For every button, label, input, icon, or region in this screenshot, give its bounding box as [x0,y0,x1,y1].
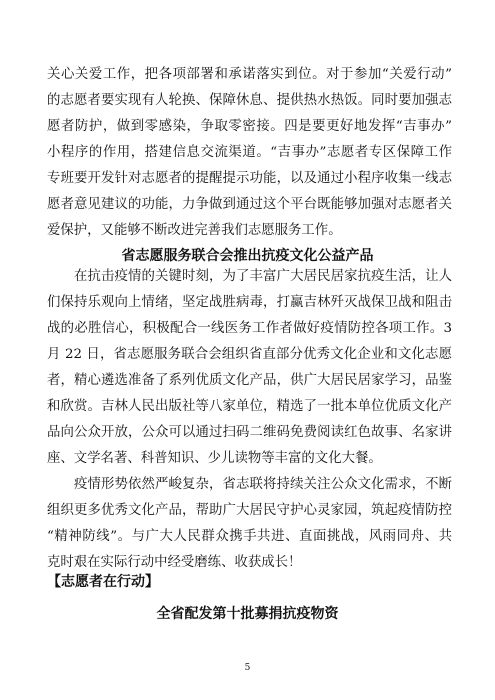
paragraph-2 [47,264,452,472]
paragraph-line: 愿者意见建议的功能，力争做到通过这个平台既能够加强对志愿者关 [47,197,452,212]
paragraph-line: 和欣赏。吉林人民出版社等八家单位，精选了一批本单位优质文化产 [47,399,452,414]
paragraph-line: 座、文学名著、科普知识、少儿读物等丰富的文化大餐。 [47,451,382,466]
paragraph-line: 战的必胜信心，积极配合一线医务工作者做好疫情防控各项工作。3 [47,321,452,336]
paragraph-line: 组织更多优秀文化产品，帮助广大居民守护心灵家园，筑起疫情防控 [47,503,452,518]
page-number: 5 [244,663,251,673]
paragraph-3 [47,472,452,576]
section-tag: 【志愿者在行动】 [47,574,159,590]
paragraph-1 [47,62,452,244]
paragraph-line: 爱保护，又能够不断改进完善我们志愿服务工作。 [47,223,342,238]
section-heading: 全省配发第十批募捐抗疫物资 [156,606,339,622]
paragraph-line: 关心关爱工作，把各项部署和承诺落实到位。对于参加“关爱行动” [47,67,452,82]
paragraph-line: 月 22 日，省志愿服务联合会组织省直部分优秀文化企业和文化志愿 [47,347,452,362]
section-heading: 省志愿服务联合会推出抗疫文化公益产品 [121,248,374,264]
paragraph-line: 们保持乐观向上情绪，坚定战胜病毒，打赢吉林歼灭战保卫战和阻击 [47,295,452,310]
paragraph-line: 疫情形势依然严峻复杂，省志联将持续关注公众文化需求，不断 [74,477,452,492]
paragraph-line: 在抗击疫情的关键时刻，为了丰富广大居民居家抗疫生活，让人 [74,269,452,284]
paragraph-line: 愿者防护，做到零感染，争取零密接。四是要更好地发挥“吉事办” [47,119,452,134]
paragraph-line: 克时艰在实际行动中经受磨练、收获成长！ [47,555,302,570]
paragraph-line: 的志愿者要实现有人轮换、保障休息、提供热水热饭。同时要加强志 [47,93,452,108]
paragraph-line: 品向公众开放，公众可以通过扫码二维码免费阅读红色故事、名家讲 [47,425,452,440]
paragraph-line: 专班要开发针对志愿者的提醒提示功能，以及通过小程序收集一线志 [47,171,452,186]
paragraph-line: 小程序的作用，搭建信息交流渠道。“吉事办”志愿者专区保障工作 [47,145,452,160]
paragraph-line: 者，精心遴选准备了系列优质文化产品，供广大居民居家学习，品鉴 [47,373,452,388]
paragraph-line: “精神防线”。与广大人民群众携手共进、直面挑战，风雨同舟、共 [47,529,452,544]
